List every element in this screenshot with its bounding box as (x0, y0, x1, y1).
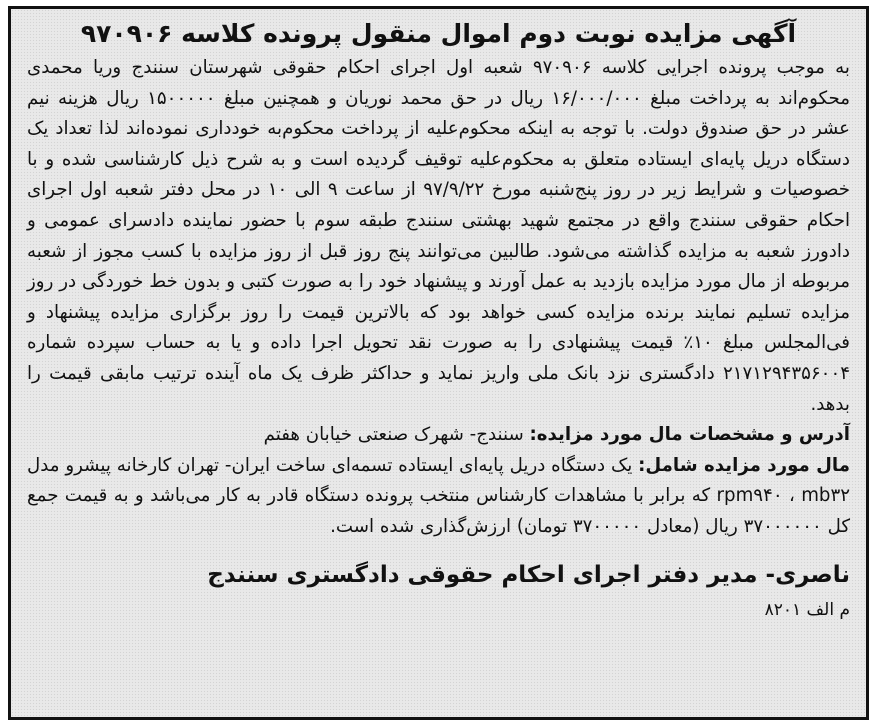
item-label: مال مورد مزایده شامل: (638, 454, 850, 476)
item-section (27, 451, 850, 543)
notice-body: به موجب پرونده اجرایی کلاسه ۹۷۰۹۰۶ شعبه اول اجرای احکام حقوقی شهرستان سنندج وریا محمدی محکوم‌اند به پرداخت مبلغ ۱۶/۰۰۰/۰۰۰ ریال در حق محمد نوریان و همچنین مبلغ ۱۵۰۰۰۰۰ ریال هزینه نیم عشر در حق صندوق دولت. با توجه به اینکه محکوم‌علیه از پرداخت محکوم‌به خودداری نموده‌اند لذا تعداد یک دستگاه دریل پایه‌ای ایستاده متعلق به محکوم‌علیه توقیف گردیده است و به شرح ذیل کارشناسی شده و با خصوصیات و شرایط زیر در روز پنج‌شنبه مورخ ۹۷/۹/۲۲ از ساعت ۹ الی ۱۰ در محل دفتر شعبه اول اجرای احکام حقوقی سنندج واقع در مجتمع شهید بهشتی سنندج طبقه سوم با حضور نماینده دادسرای عمومی و دادورز شعبه به مزایده گذاشته می‌شود. طالبین می‌توانند پنج روز قبل از روز مزایده با کسب مجوز از شعبه مربوطه از مال مورد مزایده بازدید به عمل آورند و پیشنهاد خود را به صورت کتبی و بدون خط خوردگی در روز مزایده تسلیم نمایند برنده مزایده کسی خواهد بود که بالاترین قیمت را روز برگزاری مزایده پیشنهاد و فی‌المجلس مبلغ ۱۰٪ قیمت پیشنهادی را به صورت نقد تحویل اجرا داده و یا به حساب سپرده شماره ۲۱۷۱۲۹۴۳۵۶۰۰۴ دادگستری نزد بانک ملی واریز نماید و حداکثر ظرف یک ماه آینده ترتیب مابقی قیمت را بدهد. (27, 57, 850, 415)
auction-notice (8, 6, 869, 720)
reference-code: م الف ۸۲۰۱ (764, 599, 850, 620)
item-value: یک دستگاه دریل پایه‌ای ایستاده تسمه‌ای ساخت ایران- تهران کارخانه پیشرو مدل rpm۹۴۰ ، mb۳۲ که برابر با مشاهدات کارشناس منتخب پرونده دستگاه قادر به کار می‌باشد و به قیمت جمع کل ۳۷۰۰۰۰۰۰ ریال (معادل ۳۷۰۰۰۰۰ تومان) ارزش‌گذاری شده است. (27, 454, 851, 537)
address-label: آدرس و مشخصات مال مورد مزایده: (529, 424, 850, 446)
address-section (27, 420, 850, 451)
signature: ناصری- مدیر دفتر اجرای احکام حقوقی دادگستری سنندج (207, 561, 850, 588)
notice-title: آگهی مزایده نوبت دوم اموال منقول پرونده کلاسه ۹۷۰۹۰۶ (80, 19, 797, 48)
address-value: سنندج- شهرک صنعتی خیابان هفتم (263, 424, 530, 446)
